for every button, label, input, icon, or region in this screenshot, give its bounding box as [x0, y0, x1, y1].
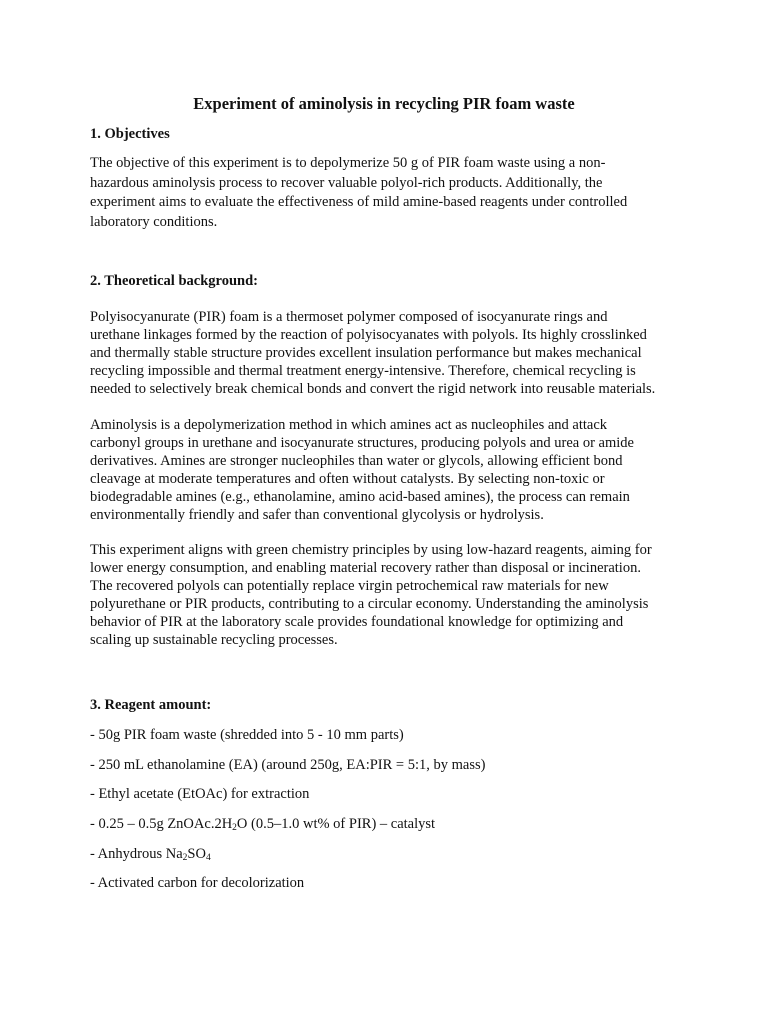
text-fragment: O (0.5–1.0 wt% of PIR) – catalyst — [236, 816, 436, 832]
text-line: This experiment aligns with green chemistry principles by using low-hazard reagents, aiming for — [90, 542, 652, 558]
text-line: experiment aims to evaluate the effectiveness of mild amine-based reagents under controlled — [90, 194, 628, 211]
text-line: polyurethane or PIR products, contributing to a circular economy. Understanding the aminolysis — [90, 595, 649, 612]
reagent-item-catalyst — [90, 814, 435, 834]
text-line: The objective of this experiment is to depolymerize 50 g of PIR foam waste using a non- — [90, 155, 606, 171]
reagent-item-sodium-sulfate — [90, 844, 211, 864]
objectives-paragraph — [90, 154, 690, 233]
text-line: The recovered polyols can potentially replace virgin petrochemical raw materials for new — [90, 577, 609, 594]
text-line: carbonyl groups in urethane and isocyanurate structures, producing polyols and urea or amide — [90, 434, 634, 451]
document-title: Experiment of aminolysis in recycling PIR foam waste — [193, 94, 575, 113]
text-line: and thermally stable structure provides excellent insulation performance but makes mechanical — [90, 344, 642, 361]
subscript: 2 — [232, 823, 237, 833]
text-line: Aminolysis is a depolymerization method in which amines act as nucleophiles and attack — [90, 417, 608, 433]
text-line: behavior of PIR at the laboratory scale provides foundational knowledge for optimizing and — [90, 613, 624, 630]
reagent-item-ethyl-acetate: - Ethyl acetate (EtOAc) for extraction — [90, 786, 310, 802]
background-paragraph-3 — [90, 542, 690, 649]
subscript: 2 — [182, 853, 188, 863]
section-heading-reagent-amount: 3. Reagent amount: — [90, 697, 212, 713]
text-line: needed to selectively break chemical bonds and convert the rigid network into reusable materials. — [90, 380, 656, 397]
reagent-item-activated-carbon: - Activated carbon for decolorization — [90, 875, 305, 891]
text-line: scaling up sustainable recycling processes. — [90, 631, 338, 648]
section-heading-theoretical-background: 2. Theoretical background: — [90, 273, 258, 289]
text-line: cleavage at moderate temperatures and often without catalysts. By selecting non-toxic or — [90, 470, 605, 487]
background-paragraph-2 — [90, 417, 690, 524]
text-line: recycling impossible and thermal treatment energy-intensive. Therefore, chemical recycling is — [90, 362, 636, 379]
text-fragment: - 0.25 – 0.5g ZnOAc.2H — [90, 816, 233, 832]
text-line: lower energy consumption, and enabling material recovery rather than disposal or incineration. — [90, 559, 641, 576]
text-line: environmentally friendly and safer than conventional glycolysis or hydrolysis. — [90, 506, 544, 523]
text-line: hazardous aminolysis process to recover valuable polyol-rich products. Additionally, the — [90, 174, 603, 191]
text-line: derivatives. Amines are stronger nucleophiles than water or glycols, allowing efficient bond — [90, 452, 623, 469]
text-fragment: - Anhydrous Na — [90, 846, 183, 862]
text-line: Polyisocyanurate (PIR) foam is a thermoset polymer composed of isocyanurate rings and — [90, 309, 608, 325]
text-fragment: SO — [187, 846, 206, 862]
section-heading-objectives: 1. Objectives — [90, 126, 170, 142]
reagent-item-ethanolamine: - 250 mL ethanolamine (EA) (around 250g, EA:PIR = 5:1, by mass) — [90, 757, 486, 773]
reagent-item-pir-foam: - 50g PIR foam waste (shredded into 5 - 10 mm parts) — [90, 727, 404, 743]
text-line: urethane linkages formed by the reaction of polyisocyanates with polyols. Its highly crosslinked — [90, 326, 647, 343]
text-line: biodegradable amines (e.g., ethanolamine, amino acid-based amines), the process can remain — [90, 488, 630, 505]
text-line: laboratory conditions. — [90, 214, 218, 231]
subscript: 4 — [205, 853, 211, 863]
background-paragraph-1 — [90, 309, 690, 399]
